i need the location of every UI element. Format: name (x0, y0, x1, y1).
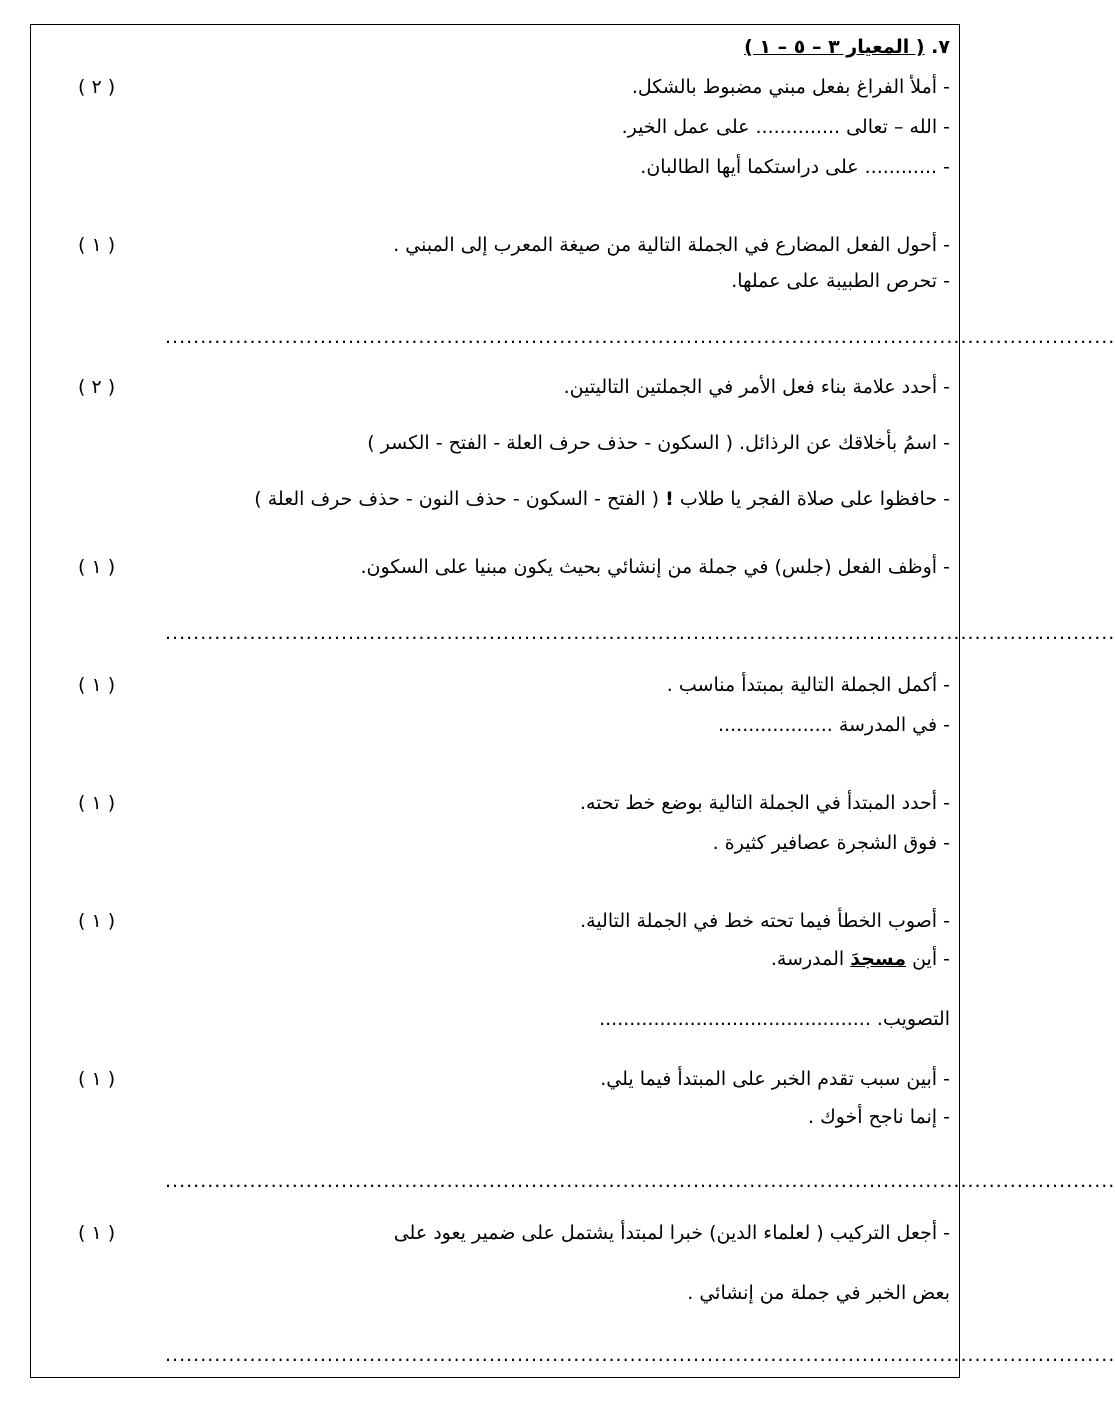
q1-line2: - ............ على دراستكما أيها الطالبان. (640, 156, 950, 178)
q7-score: ( ١ ) (78, 910, 116, 932)
q3-instruction: - أحدد علامة بناء فعل الأمر في الجملتين التاليتين. (563, 376, 950, 398)
q7-correction: التصويب. ............................................. (599, 1008, 950, 1030)
q2-answer-line: ....................................................................................................................................... (165, 326, 1115, 348)
q5-score: ( ١ ) (78, 674, 116, 696)
q9-instruction: - أجعل التركيب ( لعلماء الدين) خبرا لمبتدأ يشتمل على ضمير يعود على (393, 1222, 950, 1244)
q3-score: ( ٢ ) (78, 376, 116, 398)
underlined-word: مسجدَ (850, 948, 907, 970)
q5-line1: - في المدرسة ................... (718, 714, 950, 736)
q2-score: ( ١ ) (78, 234, 116, 256)
q4-score: ( ١ ) (78, 556, 116, 578)
q9-answer-line: ....................................................................................................................................... (165, 1344, 1115, 1366)
q8-line1: - إنما ناجح أخوك . (808, 1106, 950, 1128)
q9-score: ( ١ ) (78, 1222, 116, 1244)
q7-instruction: - أصوب الخطأ فيما تحته خط في الجملة التالية. (580, 910, 950, 932)
q8-instruction: - أبين سبب تقدم الخبر على المبتدأ فيما يلي. (600, 1068, 950, 1090)
section-title: ( المعيار ٣ – ٥ – ١ ) (744, 36, 925, 58)
q6-instruction: - أحدد المبتدأ في الجملة التالية بوضع خط تحته. (579, 792, 950, 814)
q3-line1: - اسمُ بأخلاقك عن الرذائل. ( السكون - حذف حرف العلة - الفتح - الكسر ) (367, 432, 950, 454)
q8-answer-line: ....................................................................................................................................... (165, 1170, 1115, 1192)
q1-score: ( ٢ ) (78, 76, 116, 98)
q6-line1: - فوق الشجرة عصافير كثيرة . (712, 832, 950, 854)
q4-instruction: - أوظف الفعل (جلس) في جملة من إنشائي بحيث يكون مبنيا على السكون. (360, 556, 950, 578)
q8-score: ( ١ ) (78, 1068, 116, 1090)
q5-instruction: - أكمل الجملة التالية بمبتدأ مناسب . (666, 674, 950, 696)
q1-line1: - الله – تعالى .............. على عمل الخير. (621, 116, 950, 138)
section-header (744, 34, 950, 60)
q1-instruction: - أملأ الفراغ بفعل مبني مضبوط بالشكل. (631, 76, 950, 98)
q9-continuation: بعض الخبر في جملة من إنشائي . (687, 1282, 950, 1304)
q2-instruction: - أحول الفعل المضارع في الجملة التالية من صيغة المعرب إلى المبني . (393, 234, 950, 256)
q3-line2: - حافظوا على صلاة الفجر يا طلاب ! ( الفتح - السكون - حذف النون - حذف حرف العلة ) (254, 488, 950, 510)
q4-answer-line: ....................................................................................................................................... (165, 622, 1115, 644)
q6-score: ( ١ ) (78, 792, 116, 814)
q2-line1: - تحرص الطبيبة على عملها. (731, 270, 950, 292)
q7-sentence: - أين مسجدَ المدرسة. (770, 948, 950, 970)
section-number: ٧. (931, 36, 950, 58)
